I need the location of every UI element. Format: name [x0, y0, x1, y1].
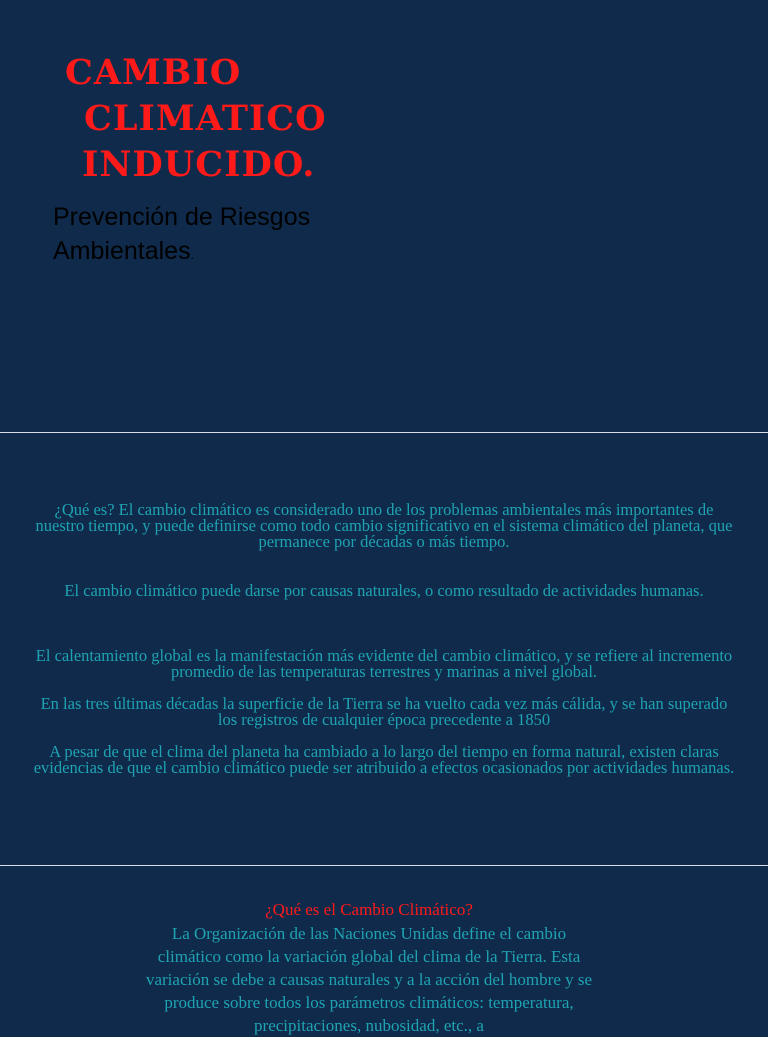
- paragraph-causas: El cambio climático puede darse por causas naturales, o como resultado de actividades humanas.: [64, 580, 704, 600]
- title-line-1: CAMBIO: [65, 52, 242, 93]
- slide-title: [0, 0, 768, 432]
- title-line-3: INDUCIDO.: [82, 144, 316, 185]
- subtitle-text: Prevención de Riesgos Ambientales: [53, 203, 311, 265]
- subtitle-dot: .: [190, 248, 194, 262]
- paragraph-decadas: En las tres últimas décadas la superficie de la Tierra se ha vuelto cada vez más cálida, y se han superado los registros de cualquier época precedente a 1850: [40, 693, 728, 729]
- title-line-2: CLIMATICO: [84, 98, 327, 139]
- paragraph-que-es: ¿Qué es? El cambio climático es considerado uno de los problemas ambientales más importantes de nuestro tiempo, y puede definirse como todo cambio significativo en el sistema climático del planeta, que permanece por décadas o más tiempo.: [35, 499, 733, 551]
- paragraph-calentamiento: El calentamiento global es la manifestación más evidente del cambio climático, y se refiere al incremento promedio de las temperaturas terrestres y marinas a nivel global.: [35, 645, 733, 681]
- subtitle: [53, 200, 393, 272]
- slide-que-es: [0, 433, 768, 865]
- slide-definicion: [0, 866, 768, 1035]
- paragraph-evidencias: A pesar de que el clima del planeta ha cambiado a lo largo del tiempo en forma natural, existen claras evidencias de que el cambio climático puede ser atribuido a efectos ocasionados por actividades humanas.: [33, 741, 735, 777]
- slide-heading: ¿Qué es el Cambio Climático?: [265, 900, 473, 919]
- definition-text: La Organización de las Naciones Unidas define el cambio climático como la variación global del clima de la Tierra. Esta variación se debe a causas naturales y a la acción del hombre y se produce sobre todos los parámetros climáticos: temperatura, precipitaciones, nubosidad, etc., a: [145, 924, 593, 1035]
